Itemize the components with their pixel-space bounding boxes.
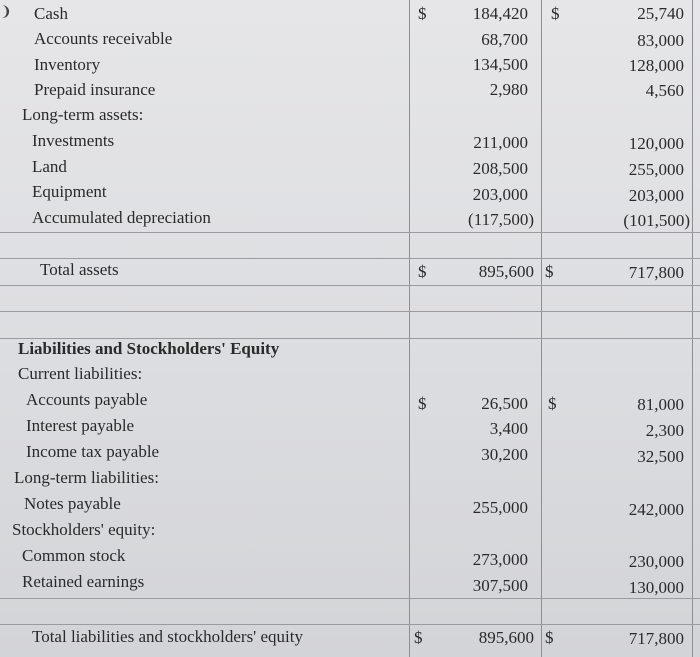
dollar-sign: $ xyxy=(545,262,554,281)
total-liabilities-current: 895,600 xyxy=(478,628,534,647)
notes-payable-prior: 242,000 xyxy=(628,500,684,519)
section-label-stockholders-equity: Stockholders' equity: xyxy=(12,520,156,539)
row-label-cash: Cash xyxy=(34,4,68,23)
row-label-land: Land xyxy=(32,157,67,176)
row-label-notes-payable: Notes payable xyxy=(24,494,121,513)
equipment-current: 203,000 xyxy=(472,185,528,204)
common-stock-current: 273,000 xyxy=(472,550,528,569)
cash-prior: 25,740 xyxy=(637,4,684,23)
income-tax-payable-current: 30,200 xyxy=(481,445,528,464)
row-label-accounts-receivable: Accounts receivable xyxy=(34,29,173,48)
dollar-sign: $ xyxy=(418,262,427,281)
interest-payable-prior: 2,300 xyxy=(645,421,684,440)
row-label-accounts-payable: Accounts payable xyxy=(26,390,148,409)
dollar-sign: $ xyxy=(545,628,554,647)
accounts-payable-current: 26,500 xyxy=(481,394,528,413)
row-divider xyxy=(0,598,700,599)
accounts-payable-prior: 81,000 xyxy=(637,395,684,414)
section-label-current-liabilities: Current liabilities: xyxy=(18,364,143,383)
accumulated-depreciation-prior: (101,500) xyxy=(623,211,690,230)
section-label-long-term-assets: Long-term assets: xyxy=(22,105,144,124)
common-stock-prior: 230,000 xyxy=(628,552,684,571)
dollar-sign: $ xyxy=(551,4,560,23)
prepaid-insurance-current: 2,980 xyxy=(489,80,528,99)
row-divider xyxy=(0,311,700,312)
row-label-investments: Investments xyxy=(32,131,115,150)
dollar-sign: $ xyxy=(414,628,423,647)
total-assets-current: 895,600 xyxy=(478,262,534,281)
total-assets-label: Total assets xyxy=(40,260,119,279)
income-tax-payable-prior: 32,500 xyxy=(637,447,684,466)
inventory-prior: 128,000 xyxy=(628,56,684,75)
dollar-sign: $ xyxy=(418,4,427,23)
row-label-prepaid-insurance: Prepaid insurance xyxy=(34,80,156,99)
retained-earnings-prior: 130,000 xyxy=(628,578,684,597)
land-prior: 255,000 xyxy=(628,160,684,179)
dollar-sign: $ xyxy=(418,394,427,413)
total-liabilities-prior: 717,800 xyxy=(628,629,684,648)
interest-payable-current: 3,400 xyxy=(489,419,528,438)
row-label-common-stock: Common stock xyxy=(22,546,126,565)
column-divider xyxy=(541,0,542,657)
land-current: 208,500 xyxy=(472,159,528,178)
row-divider xyxy=(0,232,700,233)
row-divider xyxy=(0,258,700,259)
liabilities-heading: Liabilities and Stockholders' Equity xyxy=(18,339,280,358)
equipment-prior: 203,000 xyxy=(628,186,684,205)
row-label-income-tax-payable: Income tax payable xyxy=(26,442,160,461)
row-label-equipment: Equipment xyxy=(32,182,107,201)
column-divider xyxy=(692,0,693,657)
accumulated-depreciation-current: (117,500) xyxy=(468,210,534,229)
dollar-sign: $ xyxy=(548,394,557,413)
row-divider xyxy=(0,624,700,625)
row-label-inventory: Inventory xyxy=(34,55,101,74)
total-liabilities-label: Total liabilities and stockholders' equity xyxy=(32,627,303,646)
total-assets-prior: 717,800 xyxy=(628,263,684,282)
retained-earnings-current: 307,500 xyxy=(472,576,528,595)
column-divider xyxy=(409,0,410,657)
section-label-long-term-liabilities: Long-term liabilities: xyxy=(14,468,159,487)
notes-payable-current: 255,000 xyxy=(472,498,528,517)
corner-mark: ❩ xyxy=(0,5,12,20)
prepaid-insurance-prior: 4,560 xyxy=(645,81,684,100)
cash-current: 184,420 xyxy=(472,4,528,23)
row-label-interest-payable: Interest payable xyxy=(26,416,135,435)
accounts-receivable-current: 68,700 xyxy=(481,30,528,49)
investments-prior: 120,000 xyxy=(628,134,684,153)
inventory-current: 134,500 xyxy=(472,55,528,74)
accounts-receivable-prior: 83,000 xyxy=(637,31,684,50)
row-divider xyxy=(0,285,700,286)
investments-current: 211,000 xyxy=(473,133,528,152)
row-label-accumulated-depreciation: Accumulated depreciation xyxy=(32,208,211,227)
row-label-retained-earnings: Retained earnings xyxy=(22,572,145,591)
